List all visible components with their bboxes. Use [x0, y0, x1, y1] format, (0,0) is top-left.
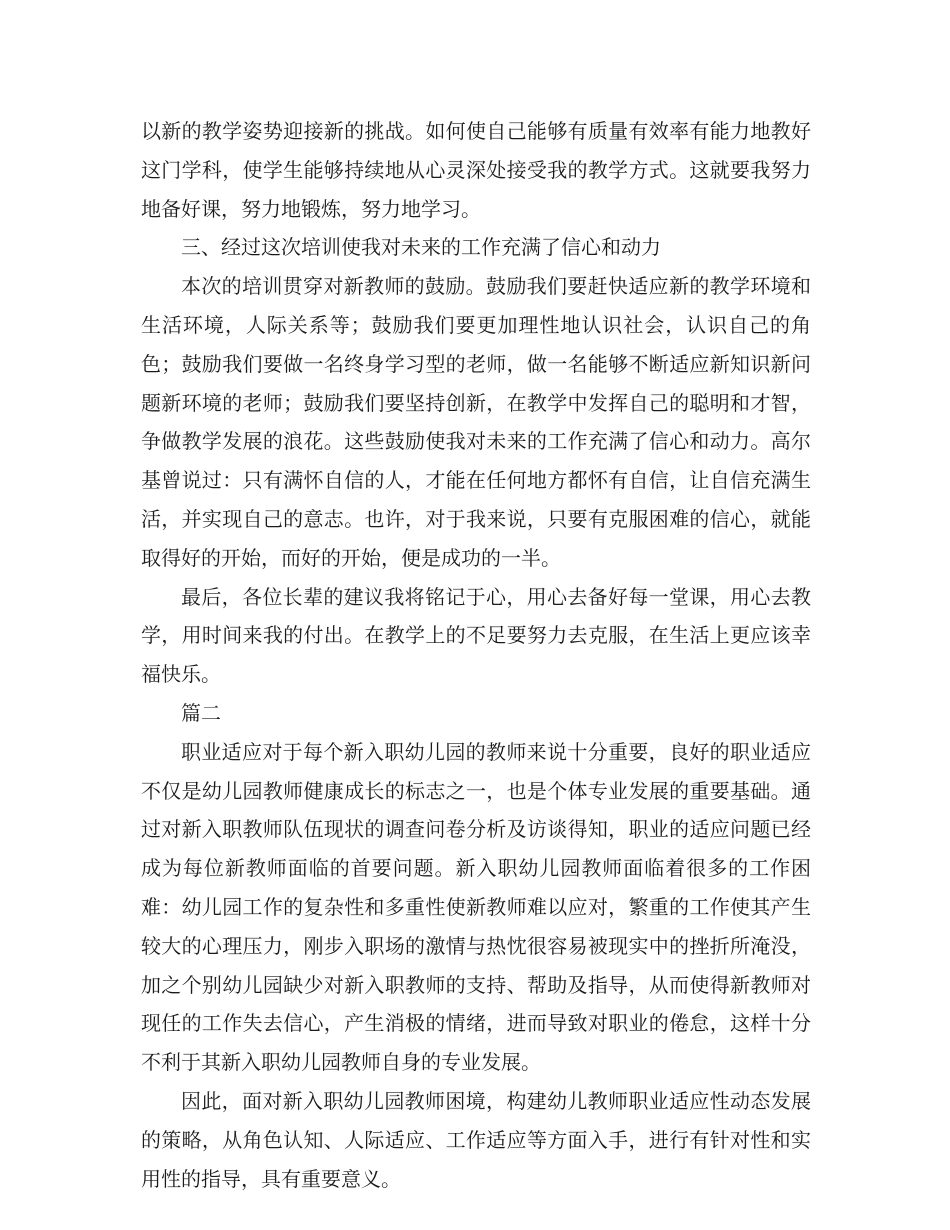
paragraph-5: 因此，面对新入职幼儿园教师困境，构建幼儿教师职业适应性动态发展的策略，从角色认知、人际适应、工作适应等方面入手，进行有针对性和实用性的指导，具有重要意义。 [141, 1088, 811, 1191]
paragraph-4: 职业适应对于每个新入职幼儿园的教师来说十分重要，良好的职业适应不仅是幼儿园教师健康成长的标志之一，也是个体专业发展的重要基础。通过对新入职教师队伍现状的调查问卷分析及访谈得知，职业的适应问题已经成为每位新教师面临的首要问题。新入职幼儿园教师面临着很多的工作困难：幼儿园工作的复杂性和多重性使新教师难以应对，繁重的工作使其产生较大的心理压力，刚步入职场的激情与热忱很容易被现实中的挫折所淹没，加之个别幼儿园缺少对新入职教师的支持、帮助及指导，从而使得新教师对现任的工作失去信心，产生消极的情绪，进而导致对职业的倦怠，这样十分不利于其新入职幼儿园教师自身的专业发展。 [141, 739, 811, 1075]
paragraph-2: 本次的培训贯穿对新教师的鼓励。鼓励我们要赶快适应新的教学环境和生活环境，人际关系等；鼓励我们要更加理性地认识社会，认识自己的角色；鼓励我们要做一名终身学习型的老师，做一名能够不断适应新知识新问题新环境的老师；鼓励我们要坚持创新，在教学中发挥自己的聪明和才智，争做教学发展的浪花。这些鼓励使我对未来的工作充满了信心和动力。高尔基曾说过：只有满怀自信的人，才能在任何地方都怀有自信，让自信充满生活，并实现自己的意志。也许，对于我来说，只要有克服困难的信心，就能取得好的开始，而好的开始，便是成功的一半。 [141, 274, 811, 570]
section-heading-3: 三、经过这次培训使我对未来的工作充满了信心和动力 [181, 235, 661, 260]
paragraph-1: 以新的教学姿势迎接新的挑战。如何使自己能够有质量有效率有能力地教好这门学科，使学生能够持续地从心灵深处接受我的教学方式。这就要我努力地备好课，努力地锻炼，努力地学习。 [141, 119, 811, 221]
part-heading: 篇二 [181, 700, 221, 725]
paragraph-3: 最后，各位长辈的建议我将铭记于心，用心去备好每一堂课，用心去教学，用时间来我的付出。在教学上的不足要努力去克服，在生活上更应该幸福快乐。 [141, 584, 811, 687]
document-body [141, 112, 811, 1198]
